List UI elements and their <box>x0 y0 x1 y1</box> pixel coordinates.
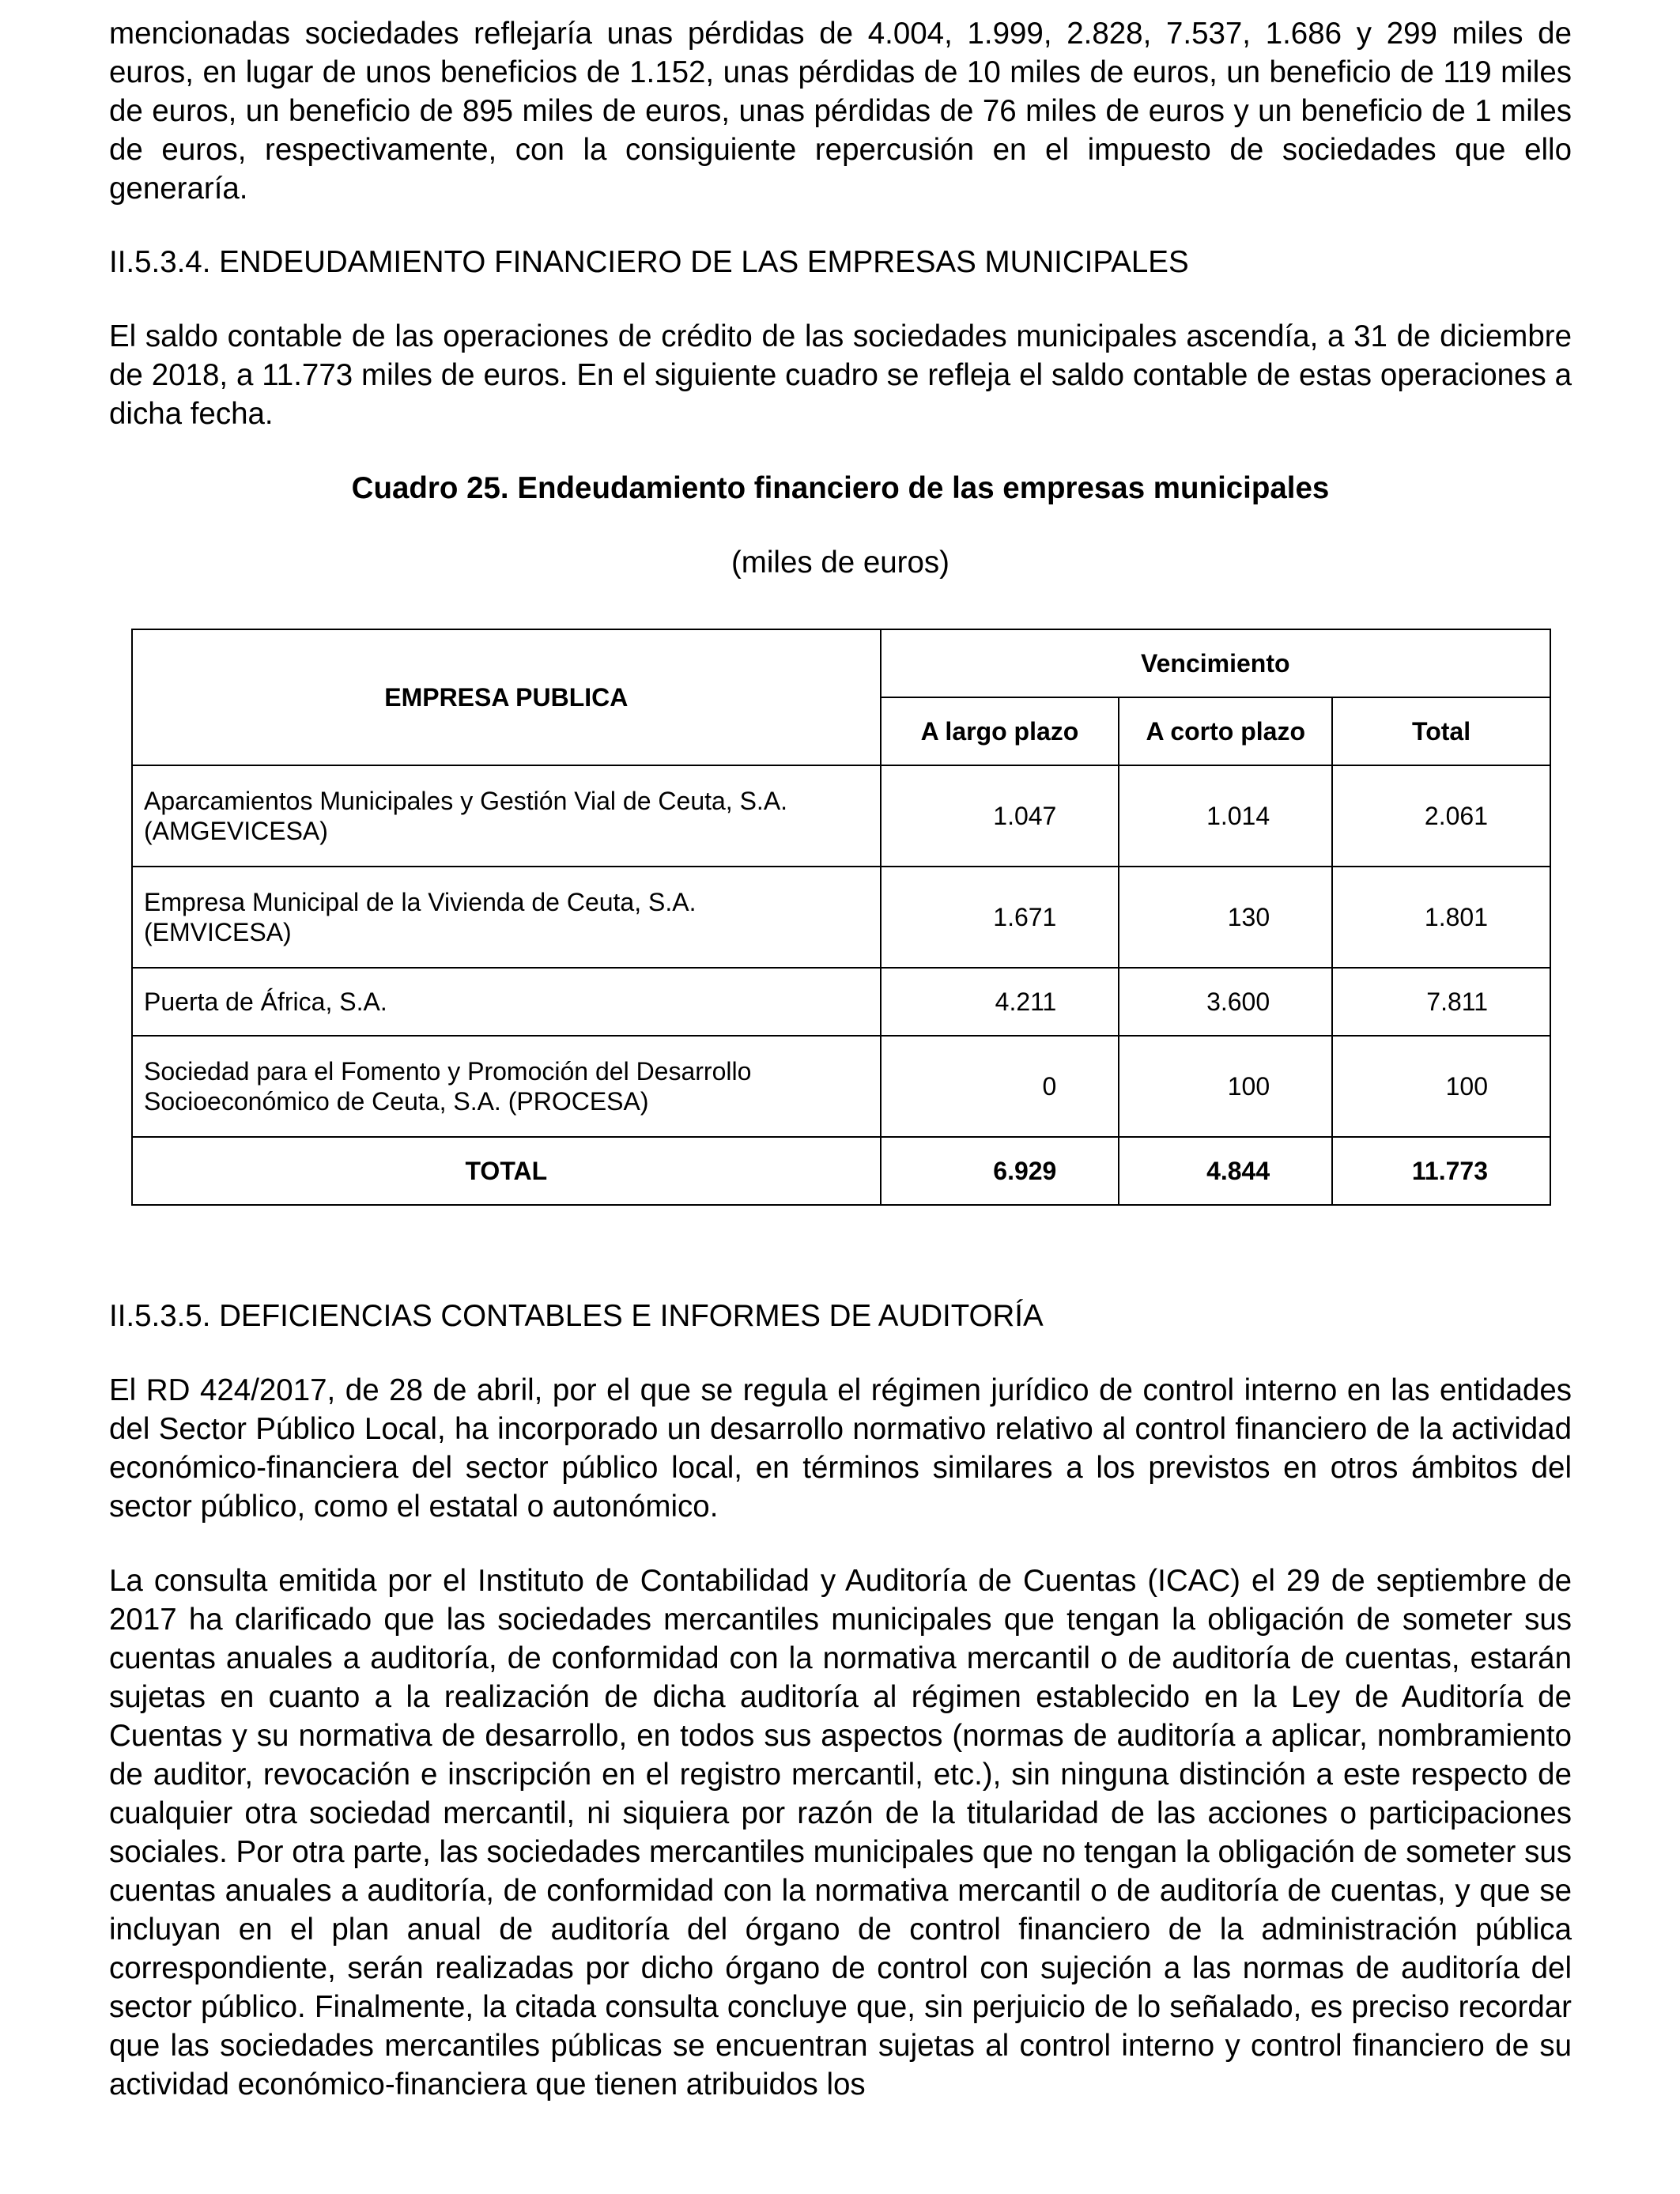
value-total: 2.061 <box>1332 765 1550 867</box>
company-name <box>132 867 881 968</box>
company-name: Puerta de África, S.A. <box>132 968 881 1036</box>
value-corto-plazo: 3.600 <box>1119 968 1332 1036</box>
document-page-lower <box>109 1297 1572 2104</box>
table-caption: Cuadro 25. Endeudamiento financiero de las empresas municipales <box>351 471 1330 505</box>
company-name <box>132 765 881 867</box>
header-total: Total <box>1332 697 1550 765</box>
company-name-line: Socioeconómico de Ceuta, S.A. (PROCESA) <box>144 1087 649 1116</box>
table-total-row <box>132 1137 1550 1205</box>
value-total: 7.811 <box>1332 968 1550 1036</box>
value-largo-plazo: 1.671 <box>881 867 1119 968</box>
company-name <box>132 1036 881 1137</box>
table-row <box>132 765 1550 867</box>
table-units: (miles de euros) <box>731 546 949 580</box>
value-largo-plazo: 4.211 <box>881 968 1119 1036</box>
table-row <box>132 1036 1550 1137</box>
value-largo-plazo: 1.047 <box>881 765 1119 867</box>
total-largo-plazo: 6.929 <box>881 1137 1119 1205</box>
value-total: 100 <box>1332 1036 1550 1137</box>
company-name-line: (EMVICESA) <box>144 918 292 946</box>
document-page <box>109 14 1572 582</box>
deficiencias-paragraph-2: La consulta emitida por el Instituto de Contabilidad y Auditoría de Cuentas (ICAC) el 29 de septiembre de 2017 ha clarificado que las sociedades mercantiles municipales que tengan la obligación de someter sus cuentas anuales a auditoría, de conformidad con la normativa mercantil o de auditoría de cuentas, estarán sujetas en cuanto a la realización de dicha auditoría al régimen establecido en la Ley de Auditoría de Cuentas y su normativa de desarrollo, en todos sus aspectos (normas de auditoría a aplicar, nombramiento de auditor, revocación e inscripción en el registro mercantil, etc.), sin ninguna distinción a este respecto de cualquier otra sociedad mercantil, ni siquiera por razón de la titularidad de las acciones o participaciones sociales. Por otra parte, las sociedades mercantiles municipales que no tengan la obligación de someter sus cuentas anuales a auditoría, de conformidad con la normativa mercantil o de auditoría de cuentas, y que se incluyan en el plan anual de auditoría del órgano de control financiero de la administración pública correspondiente, serán realizadas por dicho órgano de control con sujeción a las normas de auditoría del sector público. Finalmente, la citada consulta concluye que, sin perjuicio de lo señalado, es preciso recordar que las sociedades mercantiles públicas se encuentran sujetas al control interno y control financiero de su actividad económico-financiera que tienen atribuidos los <box>109 1564 1572 2101</box>
header-vencimiento: Vencimiento <box>881 629 1550 697</box>
table-row <box>132 867 1550 968</box>
table-row <box>132 968 1550 1036</box>
header-corto-plazo: A corto plazo <box>1119 697 1332 765</box>
total-total: 11.773 <box>1332 1137 1550 1205</box>
debt-table <box>131 629 1551 1206</box>
company-name-line: Empresa Municipal de la Vivienda de Ceuta, S.A. <box>144 888 697 916</box>
value-corto-plazo: 130 <box>1119 867 1332 968</box>
intro-paragraph: mencionadas sociedades reflejaría unas pérdidas de 4.004, 1.999, 2.828, 7.537, 1.686 y 299 miles de euros, en lugar de unos beneficios de 1.152, unas pérdidas de 10 miles de euros, un beneficio de 119 miles de euros, un beneficio de 895 miles de euros, unas pérdidas de 76 miles de euros y un beneficio de 1 miles de euros, respectivamente, con la consiguiente repercusión en el impuesto de sociedades que ello generaría. <box>109 17 1572 206</box>
endeudamiento-paragraph: El saldo contable de las operaciones de crédito de las sociedades municipales ascendía, a 31 de diciembre de 2018, a 11.773 miles de euros. En el siguiente cuadro se refleja el saldo contable de estas operaciones a dicha fecha. <box>109 319 1572 431</box>
header-largo-plazo: A largo plazo <box>881 697 1119 765</box>
deficiencias-paragraph-1: El RD 424/2017, de 28 de abril, por el que se regula el régimen jurídico de control interno en las entidades del Sector Público Local, ha incorporado un desarrollo normativo relativo al control financiero de la actividad económico-financiera del sector público local, en términos similares a los previstos en otros ámbitos del sector público, como el estatal o autonómico. <box>109 1373 1572 1524</box>
section-heading-deficiencias: II.5.3.5. DEFICIENCIAS CONTABLES E INFORMES DE AUDITORÍA <box>109 1299 1044 1333</box>
company-name-line: Sociedad para el Fomento y Promoción del Desarrollo <box>144 1057 752 1086</box>
header-empresa-publica: EMPRESA PUBLICA <box>132 629 881 765</box>
company-name-line: (AMGEVICESA) <box>144 817 328 845</box>
value-largo-plazo: 0 <box>881 1036 1119 1137</box>
total-corto-plazo: 4.844 <box>1119 1137 1332 1205</box>
table-header-row-1 <box>132 629 1550 697</box>
value-corto-plazo: 100 <box>1119 1036 1332 1137</box>
value-corto-plazo: 1.014 <box>1119 765 1332 867</box>
total-label: TOTAL <box>132 1137 881 1205</box>
section-heading-endeudamiento: II.5.3.4. ENDEUDAMIENTO FINANCIERO DE LAS EMPRESAS MUNICIPALES <box>109 245 1189 279</box>
company-name-line: Aparcamientos Municipales y Gestión Vial de Ceuta, S.A. <box>144 787 788 815</box>
value-total: 1.801 <box>1332 867 1550 968</box>
